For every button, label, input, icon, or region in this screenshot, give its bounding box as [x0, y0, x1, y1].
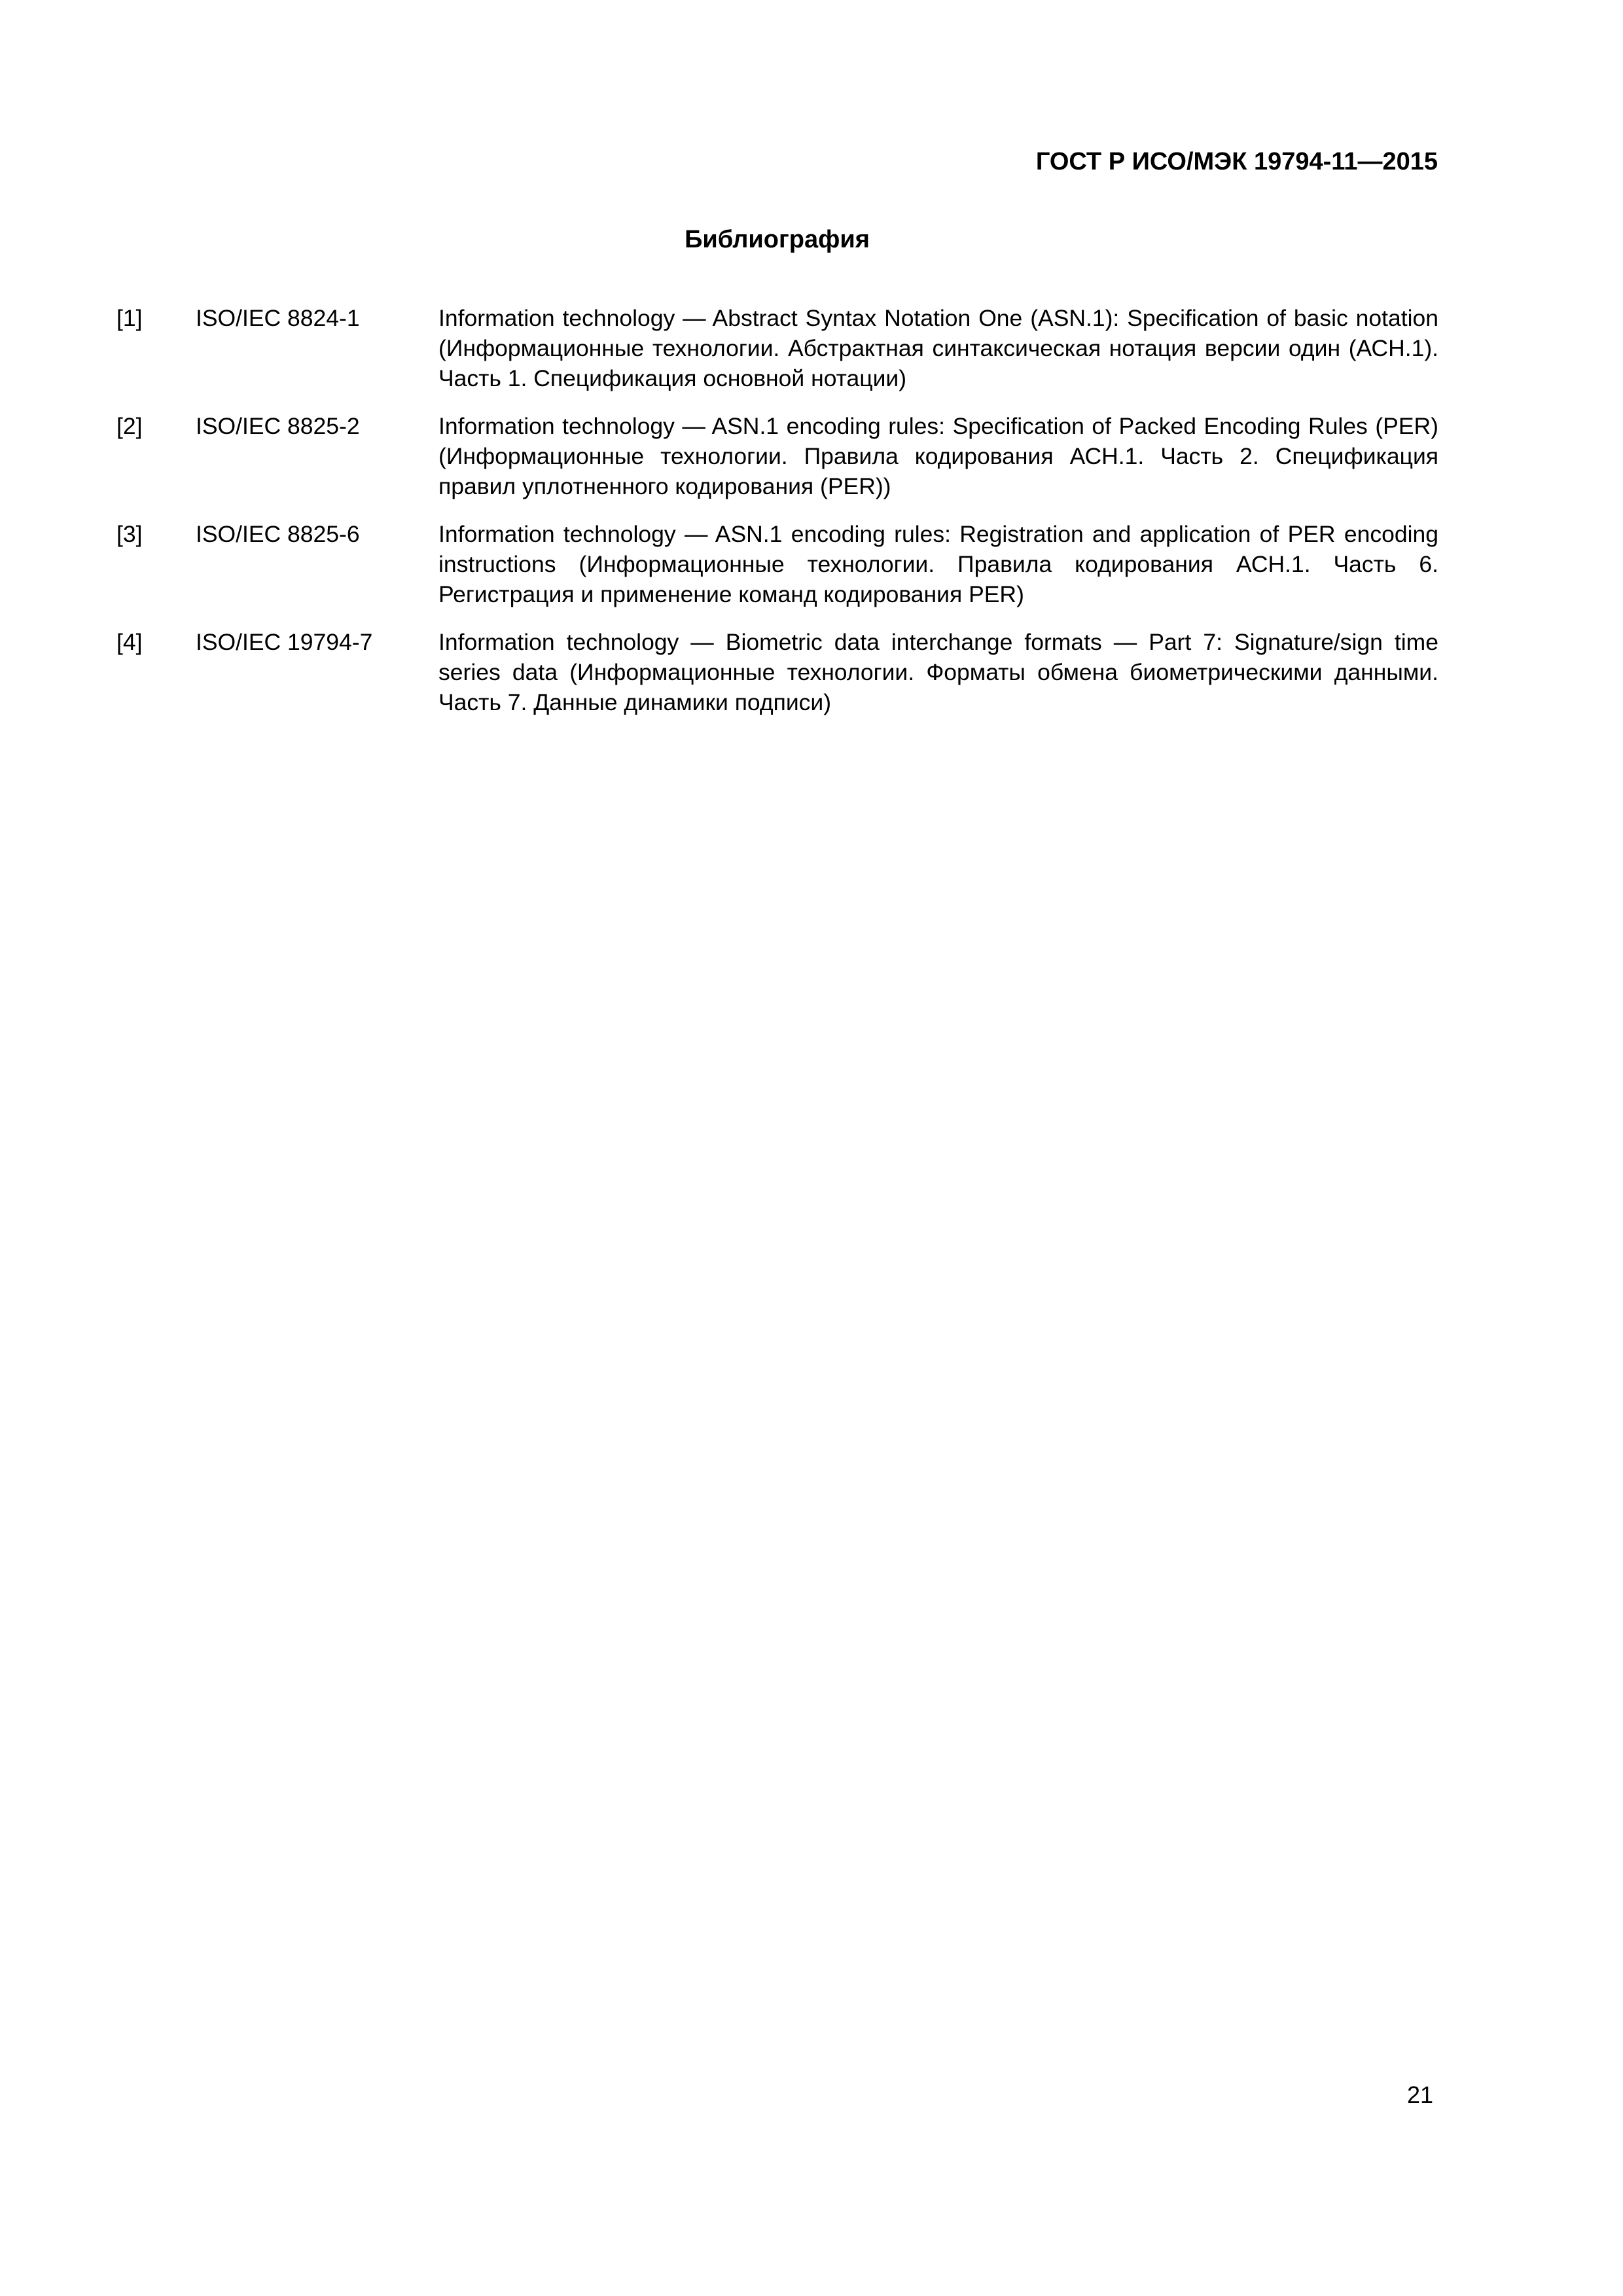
page-title: Библиография — [685, 226, 870, 253]
entry-number: [2] — [116, 413, 143, 439]
entry-number: [4] — [116, 629, 143, 655]
entry-text: Information technology — Abstract Syntax Notation One (ASN.1): Specification of basic notation (Информационные технологии. Абстрактная синтаксическая нотация версии один (АСН.1). Часть 1. Спецификация основной нотации) — [438, 305, 1438, 391]
entry-number: [1] — [116, 305, 143, 331]
document-header: ГОСТ Р ИСО/МЭК 19794-11—2015 — [1035, 148, 1438, 175]
entry-code: ISO/IEC 8824-1 — [196, 305, 360, 331]
entry-text: Information technology — ASN.1 encoding rules: Specification of Packed Encoding Rules (PER) (Информационные технологии. Правила кодирования АСН.1. Часть 2. Спецификация правил уплотненного кодирования (PER)) — [438, 413, 1438, 499]
page-number: 21 — [1406, 2081, 1433, 2108]
bibliography-entry — [116, 519, 1438, 609]
entry-number: [3] — [116, 521, 143, 547]
entry-code: ISO/IEC 19794-7 — [196, 629, 373, 655]
bibliography-entry — [116, 303, 1438, 393]
bibliography-entry — [116, 411, 1438, 501]
entry-code: ISO/IEC 8825-2 — [196, 413, 360, 439]
entry-text: Information technology — Biometric data interchange formats — Part 7: Signature/sign time series data (Информационные технологии. Форматы обмена биометрическими данными. Часть 7. Данные динамики подписи) — [438, 629, 1438, 715]
entry-text: Information technology — ASN.1 encoding rules: Registration and application of PER encoding instructions (Информационные технологии. Правила кодирования АСН.1. Часть 6. Регистрация и применение команд кодирования PER) — [438, 521, 1438, 607]
bibliography-list — [116, 303, 1438, 735]
entry-code: ISO/IEC 8825-6 — [196, 521, 360, 547]
bibliography-entry — [116, 627, 1438, 717]
